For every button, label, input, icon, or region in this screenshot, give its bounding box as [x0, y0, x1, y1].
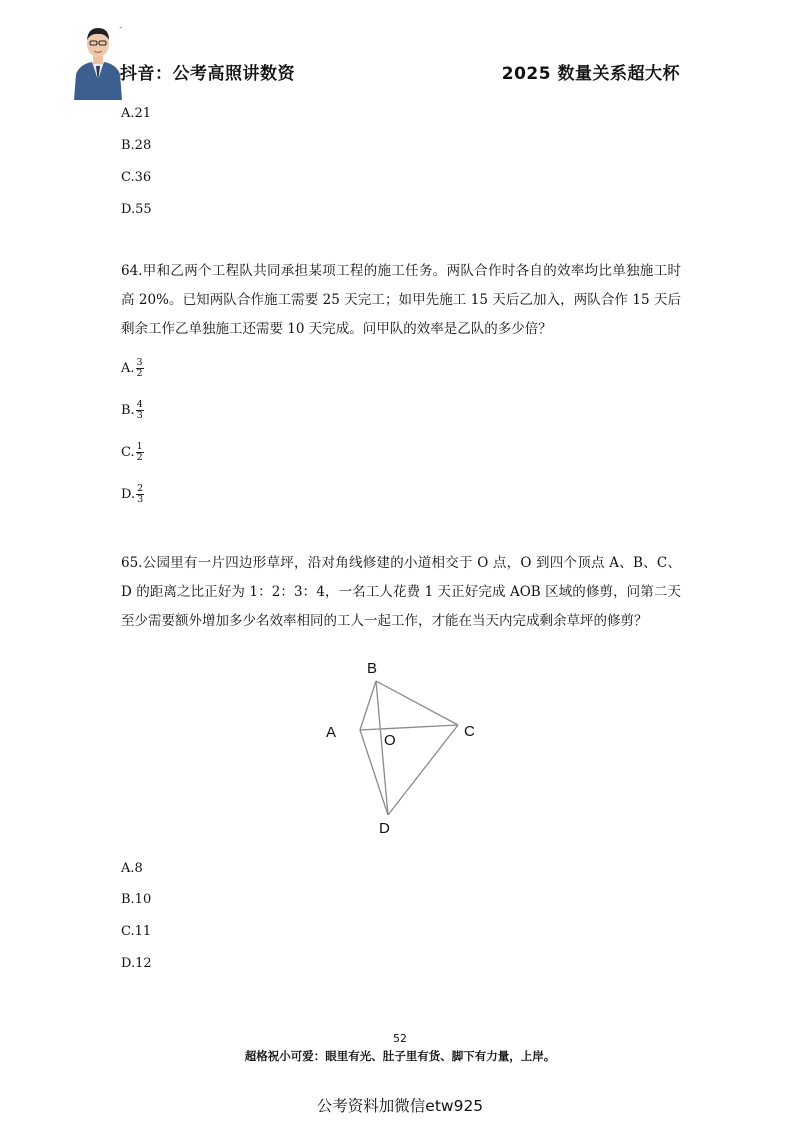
q64-option-a-letter: A. [121, 361, 135, 376]
q64-option-b-letter: B. [121, 403, 135, 418]
header-book-title: 2025 数量关系超大杯 [501, 64, 680, 84]
question-65-text: 65.公园里有一片四边形草坪，沿对角线修建的小道相交于 O 点，O 到四个顶点 A、B、C、D 的距离之比正好为 1：2：3：4，一名工人花费 1 天正好完成 AOB 区域的修剪，问第二天至少需要额外增加多少名效率相同的工人一起工作，才能在当天内完成剩余草坪的修剪？ [121, 555, 681, 629]
page-number: 52 [393, 1032, 407, 1045]
header-channel-title: 抖音：公考高照讲数资 [120, 64, 295, 84]
q64-option-c-letter: C. [121, 445, 135, 460]
fraction-denominator: 2 [136, 452, 143, 463]
q64-option-b-fraction [136, 400, 144, 421]
fraction-numerator: 3 [136, 357, 143, 368]
quadrilateral-diagram [320, 655, 500, 840]
vertex-label-b: B [367, 660, 378, 677]
q65-option-c: C.11 [121, 924, 152, 939]
center-label-o: O [384, 732, 396, 749]
vertex-label-a: A [326, 724, 337, 741]
q64-option-d-letter: D. [121, 487, 136, 502]
footer-contact: 公考资料加微信etw925 [316, 1097, 484, 1115]
q64-option-d-fraction [136, 484, 144, 505]
prev-option-b: B.28 [121, 138, 152, 153]
q64-option-c [121, 442, 144, 463]
author-avatar [70, 22, 126, 100]
edge-bc [376, 681, 458, 725]
fraction-numerator: 1 [136, 441, 143, 452]
vertex-label-d: D [379, 820, 390, 837]
prev-option-c: C.36 [121, 170, 152, 185]
q65-option-b: B.10 [121, 892, 152, 907]
q65-option-d: D.12 [121, 956, 152, 971]
fraction-denominator: 3 [137, 494, 144, 505]
svg-text:™: ™ [119, 26, 123, 31]
question-64-text: 64.甲和乙两个工程队共同承担某项工程的施工任务。两队合作时各自的效率均比单独施工时高 20%。已知两队合作施工需要 25 天完工；如甲先施工 15 天后乙加入，两队合作 15 天后剩余工作乙单独施工还需要 10 天完成。问甲队的效率是乙队的多少倍？ [121, 263, 681, 337]
q64-option-d [121, 484, 144, 505]
edge-cd [388, 725, 458, 815]
fraction-denominator: 3 [136, 410, 143, 421]
fraction-denominator: 2 [136, 368, 143, 379]
diagonal-ac [360, 725, 458, 730]
fraction-numerator: 2 [137, 483, 144, 494]
q64-option-c-fraction [136, 442, 144, 463]
edge-ab [360, 681, 376, 730]
q64-option-a-fraction [136, 358, 144, 379]
fraction-numerator: 4 [136, 399, 143, 410]
q64-option-a [121, 358, 144, 379]
prev-option-a: A.21 [121, 106, 152, 121]
vertex-label-c: C [464, 723, 475, 740]
q65-option-a: A.8 [121, 861, 143, 876]
prev-option-d: D.55 [121, 202, 152, 217]
footer-motto: 超格祝小可爱：眼里有光、肚子里有货、脚下有力量，上岸。 [244, 1049, 556, 1063]
q64-option-b [121, 400, 144, 421]
